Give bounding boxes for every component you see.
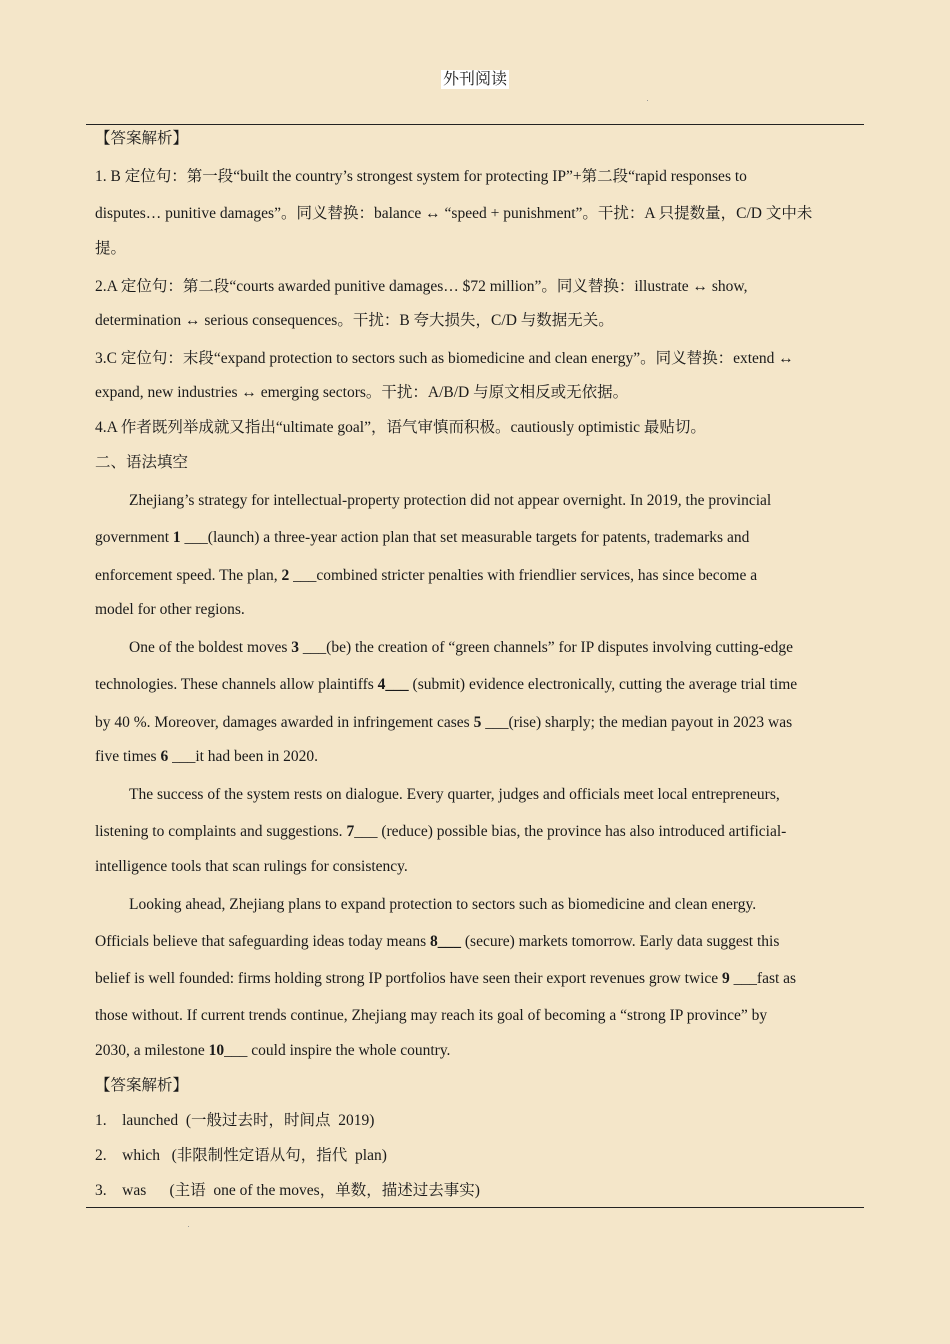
passage-line: five times 6 ___it had been in 2020. (95, 747, 318, 765)
answer-line: 3.C 定位句：末段“expand protection to sectors such as biomedicine and clean energy”。同义替换：extend ↔ (95, 349, 794, 367)
passage-line: those without. If current trends continue, Zhejiang may reach its goal of becoming a “strong IP province” by (95, 1007, 768, 1025)
page-header-title: 外刊阅读 (442, 71, 507, 88)
blank-number: 9 (722, 970, 730, 988)
speck-mark (188, 1226, 189, 1227)
passage-line: intelligence tools that scan rulings for consistency. (95, 857, 408, 875)
answer-line: 提。 (95, 239, 127, 257)
passage-line: Officials believe that safeguarding ideas today means 8___ (secure) markets tomorrow. Early data suggest this (95, 932, 780, 950)
answer-line: disputes… punitive damages”。同义替换：balance ↔ “speed + punishment”。干扰：A 只提数量，C/D 文中未 (95, 205, 813, 223)
blank-number: 7 (346, 823, 355, 841)
blank-number: 3 (291, 639, 300, 657)
passage-line: technologies. These channels allow plaintiffs 4___ (submit) evidence electronically, cutting the average trial time (95, 676, 798, 694)
passage-line: 2030, a milestone 10___ could inspire the whole country. (95, 1041, 451, 1059)
answer-item: 1. launched (一般过去时，时间点 2019) (95, 1111, 375, 1129)
passage-line: listening to complaints and suggestions. 7___ (reduce) possible bias, the province has also introduced artificial- (95, 823, 787, 841)
blank-number: 1 (172, 529, 181, 547)
passage-line: belief is well founded: firms holding strong IP portfolios have seen their export revenues grow twice 9 ___fast as (95, 970, 797, 988)
section-heading: 【答案解析】 (95, 1076, 189, 1094)
answer-line: determination ↔ serious consequences。干扰：B 夸大损失，C/D 与数据无关。 (95, 311, 614, 329)
blank-number: 5 (473, 713, 482, 731)
footer-divider (86, 1207, 864, 1208)
blank-number: 10 (208, 1041, 225, 1059)
passage-line: by 40 %. Moreover, damages awarded in infringement cases 5 ___(rise) sharply; the median payout in 2023 was (95, 713, 793, 731)
section-heading: 二、语法填空 (95, 454, 189, 472)
answer-item: 2. which (非限制性定语从句，指代 plan) (95, 1146, 387, 1164)
passage-line: Zhejiang’s strategy for intellectual-property protection did not appear overnight. In 2019, the provincial (129, 492, 772, 510)
answer-line: 1. B 定位句：第一段“built the country’s strongest system for protecting IP”+第二段“rapid responses to (95, 168, 747, 185)
section-heading: 【答案解析】 (95, 130, 189, 147)
blank-number: 6 (160, 747, 169, 765)
passage-line: One of the boldest moves 3 ___(be) the creation of “green channels” for IP disputes involving cutting-edge (129, 639, 794, 657)
blank-number: 4___ (377, 676, 409, 694)
passage-line: The success of the system rests on dialogue. Every quarter, judges and officials meet local entrepreneurs, (129, 785, 780, 803)
document-body (95, 127, 855, 1214)
passage-line: model for other regions. (95, 601, 245, 619)
answer-line: expand, new industries ↔ emerging sectors。干扰：A/B/D 与原文相反或无依据。 (95, 384, 629, 402)
speck-mark (647, 100, 648, 101)
passage-line: enforcement speed. The plan, 2 ___combined stricter penalties with friendlier services, has since become a (95, 566, 758, 584)
header-divider (86, 124, 864, 125)
answer-line: 4.A 作者既列举成就又指出“ultimate goal”，语气审慎而积极。cautiously optimistic 最贴切。 (95, 419, 706, 437)
blank-number: 2 (281, 566, 290, 584)
answer-line: 2.A 定位句：第二段“courts awarded punitive damages… $72 million”。同义替换：illustrate ↔ show, (95, 277, 748, 295)
blank-number: 8___ (430, 932, 461, 950)
passage-line: government 1 ___(launch) a three-year action plan that set measurable targets for patents, trademarks and (95, 529, 750, 547)
passage-line: Looking ahead, Zhejiang plans to expand protection to sectors such as biomedicine and clean energy. (129, 895, 757, 913)
answer-item: 3. was (主语 one of the moves，单数，描述过去事实) (95, 1181, 480, 1199)
